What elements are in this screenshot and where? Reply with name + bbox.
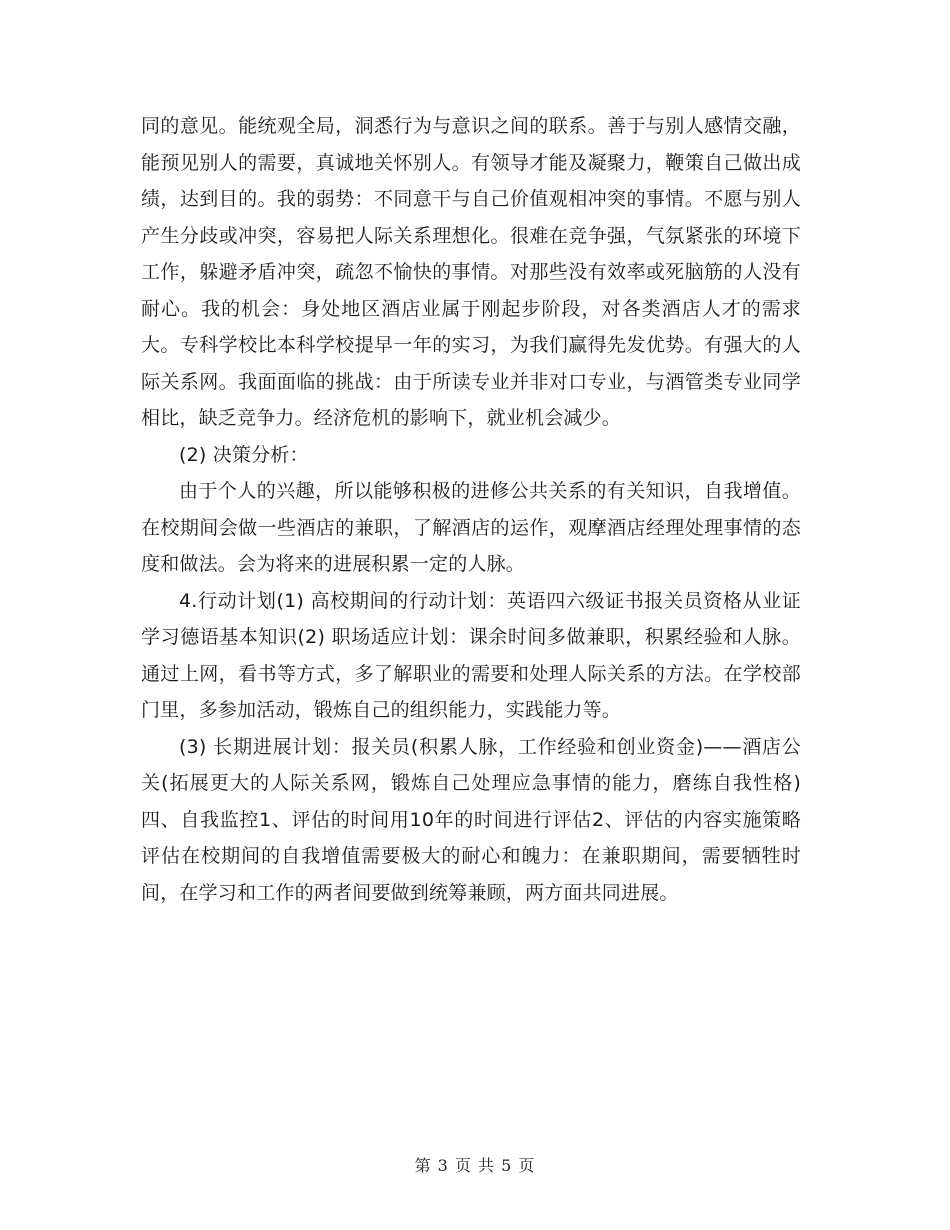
- paragraph-decision-analysis: 由于个人的兴趣，所以能够积极的进修公共关系的有关知识，自我增值。在校期间会做一些酒店的兼职，了解酒店的运作，观摩酒店经理处理事情的态度和做法。会为将来的进展积累一定的人脉。: [141, 480, 801, 575]
- paragraph-swot-analysis: 同的意见。能统观全局，洞悉行为与意识之间的联系。善于与别人感情交融，能预见别人的需要，真诚地关怀别人。有领导才能及凝聚力，鞭策自己做出成绩，达到目的。我的弱势：不同意干与自己价值观相冲突的事情。不愿与别人产生分歧或冲突，容易把人际关系理想化。很难在竞争强，气氛紧张的环境下工作，躲避矛盾冲突，疏忽不愉快的事情。对那些没有效率或死脑筋的人没有耐心。我的机会：身处地区酒店业属于刚起步阶段，对各类酒店人才的需求大。专科学校比本科学校提早一年的实习，为我们赢得先发优势。有强大的人际关系网。我面面临的挑战：由于所读专业并非对口专业，与酒管类专业同学相比，缺乏竞争力。经济危机的影响下，就业机会减少。: [141, 115, 801, 429]
- paragraph-action-plan: 4.行动计划(1) 高校期间的行动计划：英语四六级证书报关员资格从业证学习德语基本知识(2) 职场适应计划：课余时间多做兼职，积累经验和人脉。通过上网，看书等方式，多了解职业的需要和处理人际关系的方法。在学校部门里，多参加活动，锻炼自己的组织能力，实践能力等。: [141, 589, 801, 721]
- paragraph-long-term-plan: (3) 长期进展计划：报关员(积累人脉，工作经验和创业资金)——酒店公关(拓展更大的人际关系网，锻炼自己处理应急事情的能力，磨练自我性格)四、自我监控1、评估的时间用10年的时间进行评估2、评估的内容实施策略评估在校期间的自我增值需要极大的耐心和魄力：在兼职期间，需要牺牲时间，在学习和工作的两者间要做到统筹兼顾，两方面共同进展。: [141, 735, 801, 904]
- document-body: [141, 108, 801, 911]
- page-number: 第 3 页 共 5 页: [414, 1156, 536, 1175]
- paragraph-decision-heading: (2) 决策分析：: [179, 443, 309, 466]
